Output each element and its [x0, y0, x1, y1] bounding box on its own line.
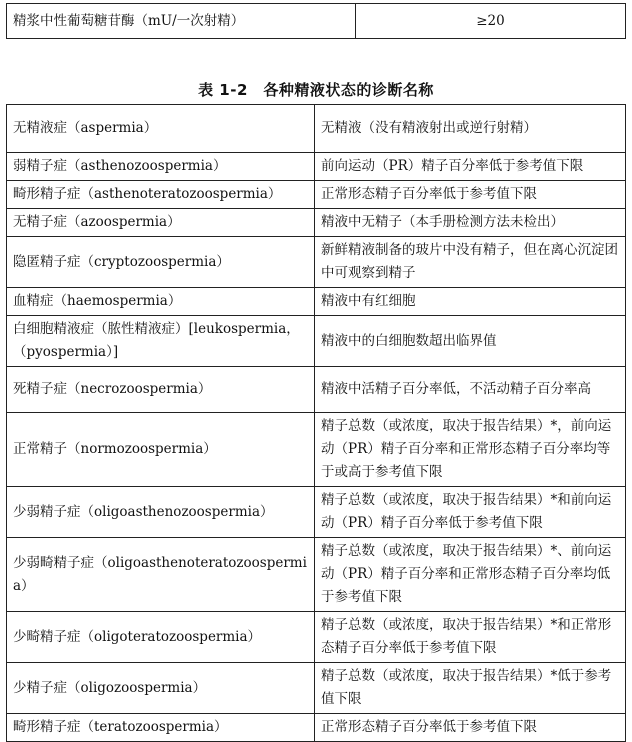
term-cell: 无精子症（azoospermia） — [7, 209, 315, 237]
definition-cell: 无精液（没有精液射出或逆行射精） — [315, 105, 626, 153]
term-cell: 畸形精子症（teratozoospermia） — [7, 714, 315, 742]
term-cell: 死精子症（necrozoospermia） — [7, 367, 315, 413]
definition-cell: 精液中活精子百分率低，不活动精子百分率高 — [315, 367, 626, 413]
table-row — [7, 316, 626, 367]
definition-cell: 新鲜精液制备的玻片中没有精子，但在离心沉淀团中可观察到精子 — [315, 237, 626, 288]
definition-cell: 精液中有红细胞 — [315, 288, 626, 316]
table-row — [7, 153, 626, 181]
table-row — [7, 367, 626, 413]
table-row — [7, 237, 626, 288]
definition-cell: 精液中的白细胞数超出临界值 — [315, 316, 626, 367]
table-row — [7, 663, 626, 714]
definition-cell: 精液中无精子（本手册检测方法未检出） — [315, 209, 626, 237]
definition-cell: 前向运动（PR）精子百分率低于参考值下限 — [315, 153, 626, 181]
diagnosis-table — [6, 104, 626, 742]
term-cell: 畸形精子症（asthenoteratozoospermia） — [7, 181, 315, 209]
reference-value-table — [6, 3, 626, 39]
definition-cell: 精子总数（或浓度，取决于报告结果）*，前向运动（PR）精子百分率和正常形态精子百分率均等于或高于参考值下限 — [315, 413, 626, 487]
definition-cell: 精子总数（或浓度，取决于报告结果）*低于参考值下限 — [315, 663, 626, 714]
term-cell: 正常精子（normozoospermia） — [7, 413, 315, 487]
term-cell: 少弱精子症（oligoasthenozoospermia） — [7, 487, 315, 538]
term-cell: 无精液症（aspermia） — [7, 105, 315, 153]
table-row — [7, 612, 626, 663]
parameter-label: 精浆中性葡萄糖苷酶（mU/一次射精） — [7, 4, 356, 39]
table-row — [7, 4, 626, 39]
table-row — [7, 181, 626, 209]
term-cell: 隐匿精子症（cryptozoospermia） — [7, 237, 315, 288]
term-cell: 血精症（haemospermia） — [7, 288, 315, 316]
table-row — [7, 538, 626, 612]
table-caption: 表 1-2 各种精液状态的诊断名称 — [198, 81, 434, 99]
definition-cell: 精子总数（或浓度，取决于报告结果）*、前向运动（PR）精子百分率和正常形态精子百分率均低于参考值下限 — [315, 538, 626, 612]
table-row — [7, 413, 626, 487]
table-row — [7, 288, 626, 316]
definition-cell: 正常形态精子百分率低于参考值下限 — [315, 181, 626, 209]
term-cell: 少弱畸精子症（oligoasthenoteratozoospermia） — [7, 538, 315, 612]
definition-cell: 正常形态精子百分率低于参考值下限 — [315, 714, 626, 742]
table-row — [7, 209, 626, 237]
term-cell: 少精子症（oligozoospermia） — [7, 663, 315, 714]
table-row — [7, 487, 626, 538]
table-row — [7, 105, 626, 153]
term-cell: 弱精子症（asthenozoospermia） — [7, 153, 315, 181]
definition-cell: 精子总数（或浓度，取决于报告结果）*和正常形态精子百分率低于参考值下限 — [315, 612, 626, 663]
table-row — [7, 714, 626, 742]
term-cell: 少畸精子症（oligoteratozoospermia） — [7, 612, 315, 663]
definition-cell: 精子总数（或浓度，取决于报告结果）*和前向运动（PR）精子百分率低于参考值下限 — [315, 487, 626, 538]
term-cell: 白细胞精液症（脓性精液症）[leukospermia，（pyospermia）] — [7, 316, 315, 367]
reference-value: ≥20 — [356, 4, 626, 39]
